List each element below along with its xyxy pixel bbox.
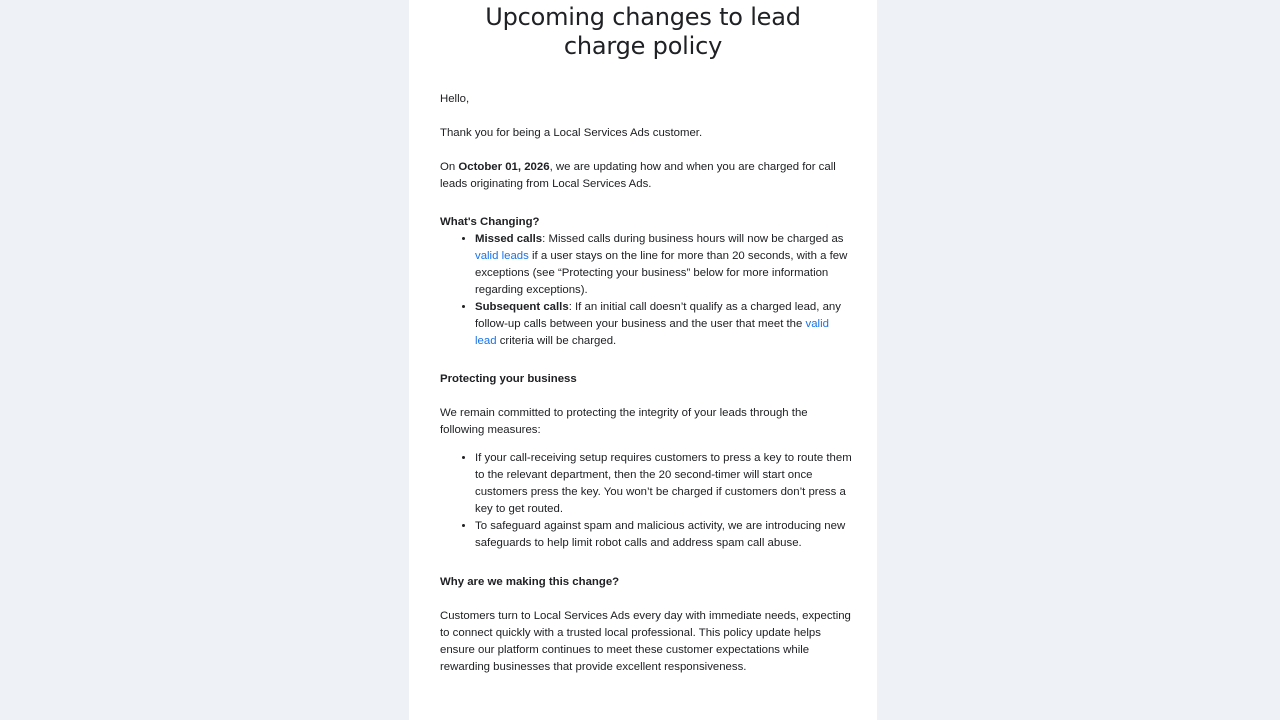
whats-changing-heading: What's Changing? xyxy=(440,216,540,228)
effective-date: October 01, 2026 xyxy=(458,161,550,173)
missed-calls-text-1: : Missed calls during business hours will now be charged as xyxy=(542,233,844,245)
missed-calls-text-2: if a user stays on the line for more than 20 seconds, with a few exceptions (see “Protecting your business” below for more information regarding exceptions). xyxy=(475,250,848,296)
list-item-missed-calls xyxy=(475,231,852,299)
protecting-intro: We remain committed to protecting the integrity of your leads through the following measures: xyxy=(440,407,808,436)
why-heading: Why are we making this change? xyxy=(440,576,620,588)
changes-list xyxy=(440,231,852,350)
subsequent-calls-text-2: criteria will be charged. xyxy=(496,335,617,347)
list-item: • To safeguard against spam and malicious activity, we are introducing new safeguards to help limit robot calls and address spam call abuse. xyxy=(475,518,852,552)
subsequent-calls-text-1: : If an initial call doesn’t qualify as a charged lead, any follow-up calls between your business and the user that meet the xyxy=(475,301,841,330)
subsequent-calls-label: Subsequent calls xyxy=(475,301,569,313)
email-title: Upcoming changes to lead charge policy xyxy=(485,3,801,60)
valid-leads-link[interactable]: valid leads xyxy=(475,250,529,262)
greeting: Hello, xyxy=(440,93,470,105)
update-intro-before: On xyxy=(440,161,459,173)
why-paragraph: Customers turn to Local Services Ads every day with immediate needs, expecting to connect quickly with a trusted local professional. This policy update helps ensure our platform continues to meet these customer expectations while rewarding businesses that provide excellent responsiveness. xyxy=(440,610,851,673)
valid-lead-link[interactable]: valid lead xyxy=(475,318,829,347)
protecting-heading: Protecting your business xyxy=(440,373,577,385)
update-intro-paragraph xyxy=(440,159,852,193)
thanks-paragraph: Thank you for being a Local Services Ads customer. xyxy=(440,127,703,139)
list-item: • If your call-receiving setup requires customers to press a key to route them to the relevant department, then the 20 second-timer will start once customers press the key. You won’t be charged if customers don’t press a key to get routed. xyxy=(475,450,852,518)
measures-list xyxy=(440,450,852,552)
update-intro-after: , we are updating how and when you are charged for call leads originating from Local Services Ads. xyxy=(440,161,836,190)
missed-calls-label: Missed calls xyxy=(475,233,543,245)
email-page xyxy=(409,0,877,720)
email-body xyxy=(440,91,852,676)
list-item-subsequent-calls xyxy=(475,299,852,350)
